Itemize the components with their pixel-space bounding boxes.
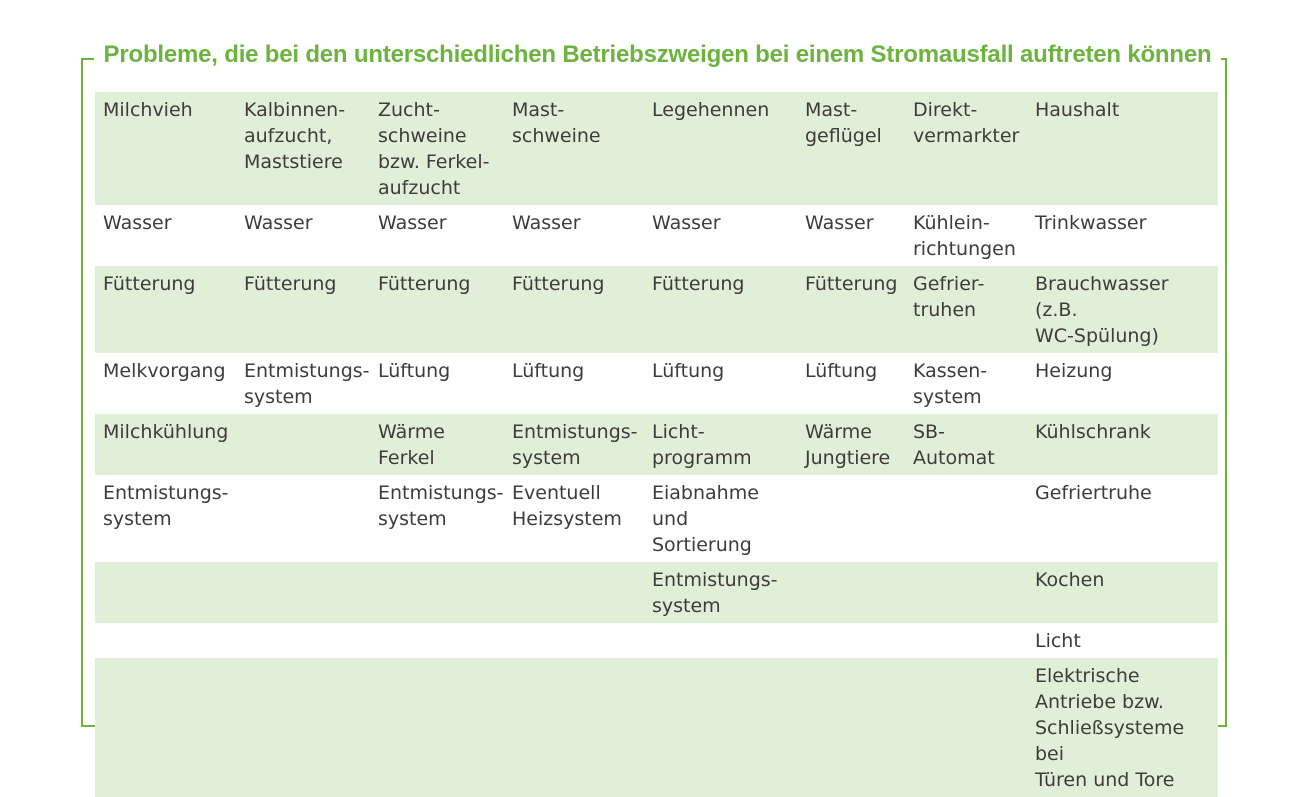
table-header-cell: [644, 92, 797, 205]
table-cell: [1027, 205, 1218, 266]
problems-table: [95, 92, 1218, 797]
table-header-cell: [1027, 92, 1218, 205]
table-cell: [905, 562, 1027, 623]
cell-text: Mast- geflügel: [805, 99, 882, 147]
table-cell: [370, 623, 504, 658]
cell-text: Fütterung: [378, 273, 471, 295]
table-cell: [95, 414, 236, 475]
table-cell: [644, 623, 797, 658]
cell-text: Wasser: [378, 212, 447, 234]
table-header-cell: [905, 92, 1027, 205]
table-cell: [644, 562, 797, 623]
table-header-cell: [797, 92, 905, 205]
cell-text: Fütterung: [805, 273, 898, 295]
table-cell: [644, 353, 797, 414]
cell-text: Fütterung: [652, 273, 745, 295]
cell-text: Fütterung: [512, 273, 605, 295]
cell-text: Lüftung: [378, 360, 451, 382]
table-cell: [797, 414, 905, 475]
cell-text: Eventuell Heizsystem: [512, 482, 622, 530]
table-cell: [504, 414, 644, 475]
table-cell: [644, 205, 797, 266]
table-cell: [797, 266, 905, 353]
cell-text: SB- Automat: [913, 421, 995, 469]
table-cell: [905, 266, 1027, 353]
table-cell: [1027, 623, 1218, 658]
cell-text: Kühlein- richtungen: [913, 212, 1016, 260]
cell-text: Gefrier- truhen: [913, 273, 985, 321]
table-cell: [236, 414, 370, 475]
cell-text: Gefriertruhe: [1035, 482, 1152, 504]
table-body: [95, 92, 1218, 797]
table-cell: [95, 475, 236, 562]
table-header-row: [95, 92, 1218, 205]
cell-text: Zucht- schweine bzw. Ferkel- aufzucht: [378, 99, 490, 199]
table-row: [95, 475, 1218, 562]
table-cell: [95, 353, 236, 414]
table-cell: [504, 658, 644, 797]
cell-text: Wasser: [512, 212, 581, 234]
table-cell: [236, 623, 370, 658]
cell-text: Brauchwasser (z.B. WC-Spülung): [1035, 273, 1169, 347]
table-cell: [797, 623, 905, 658]
page-title: Probleme, die bei den unterschiedlichen Betriebszweigen bei einem Stromausfall auftreten können: [94, 40, 1222, 70]
cell-text: Wärme Jungtiere: [805, 421, 891, 469]
table-cell: [644, 414, 797, 475]
table-header-cell: [504, 92, 644, 205]
cell-text: Entmistungs- system: [652, 569, 778, 617]
cell-text: Entmistungs- system: [378, 482, 504, 530]
cell-text: Legehennen: [652, 99, 770, 121]
table-row: [95, 414, 1218, 475]
cell-text: Milchvieh: [103, 99, 193, 121]
table-cell: [236, 562, 370, 623]
table-cell: [797, 562, 905, 623]
table-cell: [797, 205, 905, 266]
table-cell: [797, 475, 905, 562]
table-cell: [370, 562, 504, 623]
table-cell: [905, 658, 1027, 797]
table-cell: [504, 353, 644, 414]
table-cell: [370, 475, 504, 562]
table-cell: [95, 658, 236, 797]
table-cell: [1027, 475, 1218, 562]
table-cell: [504, 266, 644, 353]
table-row: [95, 205, 1218, 266]
cell-text: Kassen- system: [913, 360, 988, 408]
cell-text: Eiabnahme und Sortierung: [652, 482, 759, 556]
cell-text: Lüftung: [652, 360, 725, 382]
cell-text: Kochen: [1035, 569, 1105, 591]
cell-text: Mast- schweine: [512, 99, 601, 147]
cell-text: Heizung: [1035, 360, 1113, 382]
table-cell: [644, 266, 797, 353]
cell-text: Licht: [1035, 630, 1081, 652]
cell-text: Haushalt: [1035, 99, 1120, 121]
table-header-cell: [370, 92, 504, 205]
table-cell: [370, 266, 504, 353]
cell-text: Trinkwasser: [1035, 212, 1147, 234]
table-cell: [236, 205, 370, 266]
cell-text: Wärme Ferkel: [378, 421, 445, 469]
table-cell: [644, 475, 797, 562]
table-header-cell: [236, 92, 370, 205]
cell-text: Entmistungs- system: [103, 482, 229, 530]
cell-text: Melkvorgang: [103, 360, 226, 382]
table-cell: [1027, 658, 1218, 797]
table-cell: [236, 475, 370, 562]
table-cell: [504, 475, 644, 562]
table-cell: [95, 562, 236, 623]
cell-text: Entmistungs- system: [512, 421, 638, 469]
cell-text: Lüftung: [512, 360, 585, 382]
table-cell: [1027, 266, 1218, 353]
cell-text: Wasser: [244, 212, 313, 234]
cell-text: Fütterung: [103, 273, 196, 295]
table-cell: [1027, 562, 1218, 623]
table-cell: [797, 353, 905, 414]
table-cell: [236, 658, 370, 797]
table-cell: [95, 623, 236, 658]
table-cell: [95, 205, 236, 266]
table-cell: [905, 353, 1027, 414]
table-header-cell: [95, 92, 236, 205]
table-row: [95, 658, 1218, 797]
table-cell: [905, 205, 1027, 266]
table-cell: [644, 658, 797, 797]
table-cell: [1027, 414, 1218, 475]
table-cell: [1027, 353, 1218, 414]
table-cell: [236, 266, 370, 353]
cell-text: Milchkühlung: [103, 421, 229, 443]
cell-text: Direkt- vermarkter: [913, 99, 1020, 147]
table-cell: [797, 658, 905, 797]
cell-text: Elektrische Antriebe bzw. Schließsysteme bei Türen und Tore: [1035, 665, 1185, 791]
cell-text: Fütterung: [244, 273, 337, 295]
cell-text: Entmistungs- system: [244, 360, 370, 408]
table-cell: [905, 623, 1027, 658]
cell-text: Kühlschrank: [1035, 421, 1151, 443]
cell-text: Wasser: [652, 212, 721, 234]
table-cell: [370, 658, 504, 797]
table-row: [95, 353, 1218, 414]
table-cell: [236, 353, 370, 414]
table-cell: [905, 414, 1027, 475]
table-cell: [504, 623, 644, 658]
table-cell: [370, 414, 504, 475]
table-row: [95, 266, 1218, 353]
cell-text: Licht- programm: [652, 421, 752, 469]
table-cell: [95, 266, 236, 353]
cell-text: Wasser: [805, 212, 874, 234]
table-cell: [370, 353, 504, 414]
table-cell: [370, 205, 504, 266]
cell-text: Kalbinnen- aufzucht, Maststiere: [244, 99, 346, 173]
table-row: [95, 562, 1218, 623]
table-row: [95, 623, 1218, 658]
cell-text: Lüftung: [805, 360, 878, 382]
cell-text: Wasser: [103, 212, 172, 234]
table-cell: [504, 562, 644, 623]
table-cell: [504, 205, 644, 266]
table-cell: [905, 475, 1027, 562]
